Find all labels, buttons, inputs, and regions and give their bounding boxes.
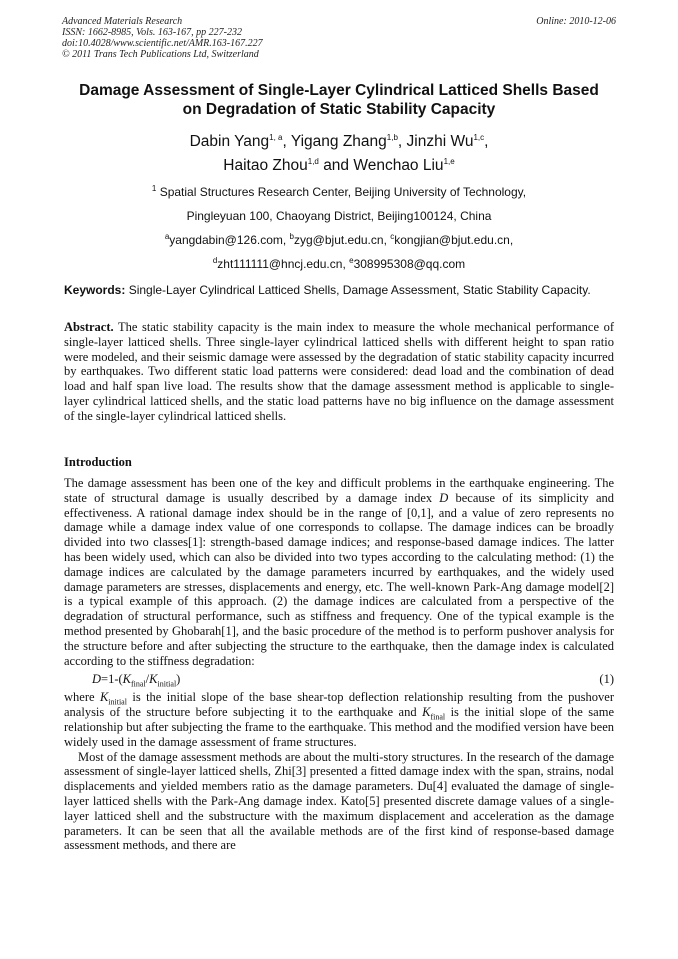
equation-number: (1) — [599, 672, 614, 687]
author-name: and Wenchao Liu — [323, 157, 444, 174]
email-sup: c — [390, 232, 395, 241]
affiliation-sup: 1 — [151, 184, 157, 193]
paragraph-text: is the initial slope of the same relationship but after subjecting the frame to the earthquake. This method and the modified version have been widely used in the damage assessment of frame structures. — [64, 705, 614, 749]
equation-expression — [92, 670, 180, 688]
affiliation-block — [40, 180, 638, 276]
paragraph-text: The damage assessment has been one of the key and difficult problems in the earthquake engineering. The state of structural damage is usually described by a damage index — [64, 476, 614, 505]
online-date: Online: 2010-12-06 — [536, 16, 616, 27]
math-symbol: K — [122, 672, 131, 687]
math-sub: initial — [157, 679, 177, 689]
paper-title — [40, 81, 638, 119]
author-sup: 1,b — [386, 132, 398, 142]
author-sup: 1, a — [269, 132, 283, 142]
author-sup: 1,d — [307, 156, 319, 166]
paragraph — [64, 476, 614, 668]
author-name: Haitao Zhou — [223, 157, 308, 174]
email-link[interactable]: kongjian@bjut.edu.cn, — [394, 233, 514, 247]
email-sup: b — [289, 232, 294, 241]
abstract — [64, 320, 614, 424]
author-name: Yigang Zhang — [290, 133, 387, 150]
paragraph-text: because of its simplicity and effectiveness. A rational damage index should be in the range of [0,1], and a value of zero represents no damage while a damage index value of one corresponds to collapse. The damage indices can be broadly divided into two classes[1]: strength-based damage indices; and response-based damage indices. The latter has been widely used, which can also be divided into two types according to the calculating method: (1) the damage indices are calculated by the damage parameters incurred by earthquakes, and the widely used damage parameters are stresses, displacements and energy, etc. The well-known Park-Ang damage model[2] is a typical example of this approach. (2) the damage indices are calculated from a perspective of the degradation of structural performance, such as stiffness and frequency. One of the typical example is the method presented by Ghobarah[1], and the basic procedure of the method is to perform pushover analysis for the structure before and after subjecting the structure to the earthquake, then the damage index is calculated according to the stiffness degradation: — [64, 490, 615, 668]
affiliation-line-1 — [40, 180, 638, 204]
doi-line[interactable]: doi:10.4028/www.scientific.net/AMR.163-167.227 — [62, 38, 263, 49]
journal-name: Advanced Materials Research — [62, 16, 183, 27]
author-list — [40, 130, 638, 178]
math-symbol: K — [422, 705, 431, 720]
math-sub: final — [131, 679, 146, 689]
math-text: ) — [176, 672, 181, 687]
title-line-1: Damage Assessment of Single-Layer Cylindrical Latticed Shells Based — [79, 82, 599, 99]
math-sub: initial — [108, 697, 127, 707]
author-name: Jinzhi Wu — [406, 133, 474, 150]
paragraph-text: is the initial slope of the base shear-top deflection relationship resulting from the pushover analysis of the structure before subjecting it to the earthquake and — [64, 690, 614, 720]
keywords-label: Keywords: — [64, 283, 126, 297]
math-symbol: D — [92, 672, 102, 687]
author-line-2 — [40, 154, 638, 178]
email-line-2 — [40, 252, 638, 276]
math-symbol: K — [149, 672, 158, 687]
issn-line: ISSN: 1662-8985, Vols. 163-167, pp 227-232 — [62, 27, 242, 38]
abstract-text: The static stability capacity is the main index to measure the whole mechanical performance of single-layer latticed shells. Three single-layer cylindrical latticed shells with different height to span ratio were modeled, and their seismic damage were assessed by the degradation of static stability capacity incurred by earthquakes. Two different static load patterns were considered: dead load and the combination of dead load and half span live load. The results show that the damage assessment method is applicable to single-layer cylindrical latticed shells, and the static load patterns have no big influence on the damage assessment of the single-layer cylindrical latticed shells. — [64, 320, 614, 423]
email-line-1 — [40, 228, 638, 252]
paragraph: Most of the damage assessment methods are about the multi-story structures. In the research of the damage assessment of single-layer latticed shells, Zhi[3] presented a fitted damage index with the span, strains, nodal displacements and yielded members ratio as the damage parameters. Du[4] evaluated the damage of single-layer latticed shells with the Park-Ang damage index. Kato[5] presented discrete damage values of a single-layer latticed shell and the substructure with the maximum displacement and acceleration as the damage parameters. It can be seen that all the available methods are of the first kind of response-based damage assessment methods, and there are — [64, 749, 614, 853]
author-line-1: Dabin Yang$^{1, a}$, Yigang Zhang$^{1,b}$, Jinzhi Wu$^{1,c}$, — [189, 132, 489, 150]
keywords-text: Single-Layer Cylindrical Latticed Shells, Damage Assessment, Static Stability Capacity. — [125, 283, 591, 297]
email-sup: a — [164, 232, 170, 241]
email-sup: e — [349, 256, 354, 265]
math-sub: final — [430, 712, 446, 722]
affiliation-text: Spatial Structures Research Center, Beijing University of Technology, — [159, 185, 527, 199]
author-sup: 1,c — [473, 132, 485, 142]
copyright-line: © 2011 Trans Tech Publications Ltd, Switzerland — [62, 49, 259, 60]
paragraph-text: where — [64, 690, 100, 705]
math-text: / — [145, 672, 150, 687]
math-symbol: D — [439, 490, 449, 505]
journal-header — [62, 16, 263, 60]
equation-1 — [64, 670, 614, 688]
author-sup: 1,e — [443, 156, 455, 166]
email-link[interactable]: yangdabin@126.com, — [169, 233, 290, 247]
email-link[interactable]: 308995308@qq.com — [353, 257, 466, 271]
email-sup: d — [212, 256, 218, 265]
paragraph — [64, 690, 614, 749]
keywords — [64, 283, 624, 298]
title-line-2: on Degradation of Static Stability Capacity — [182, 101, 496, 118]
affiliation-line-2: Pingleyuan 100, Chaoyang District, Beijing100124, China — [186, 209, 492, 223]
abstract-label: Abstract. — [64, 320, 114, 334]
math-text: =1-( — [101, 672, 123, 687]
section-heading-introduction: Introduction — [64, 455, 132, 469]
introduction-body — [64, 476, 614, 853]
author-name: Dabin Yang — [189, 133, 270, 150]
email-link[interactable]: zht111111@hncj.edu.cn, — [217, 257, 350, 271]
math-symbol: K — [99, 690, 109, 705]
email-link[interactable]: zyg@bjut.edu.cn, — [294, 233, 391, 247]
